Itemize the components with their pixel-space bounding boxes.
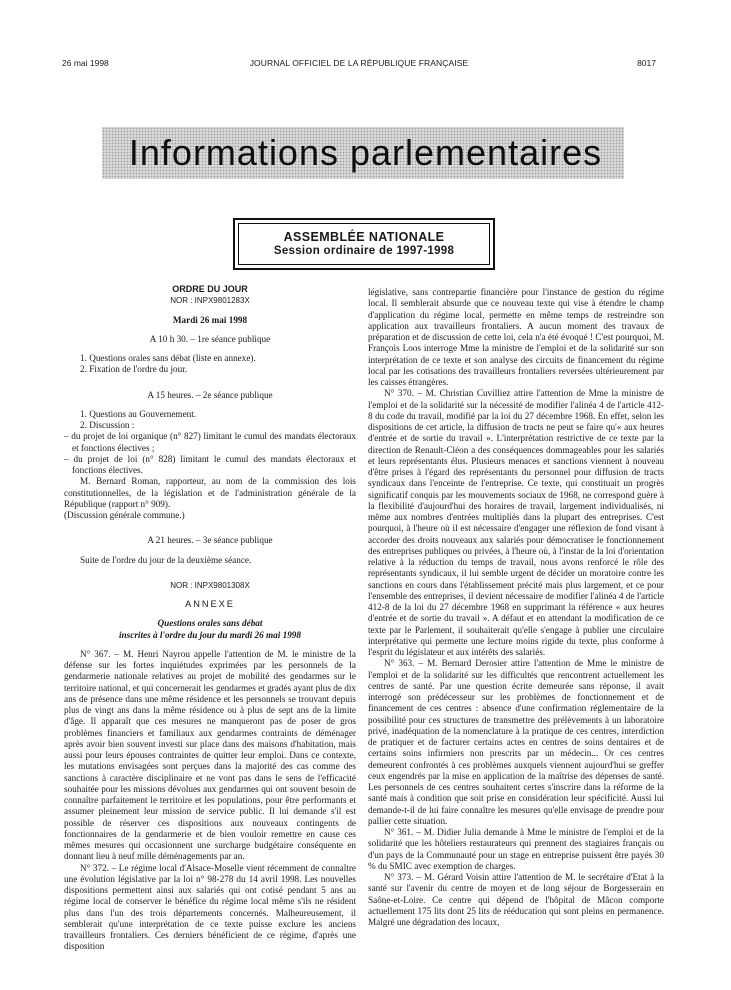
discussion-note: (Discussion générale commune.) xyxy=(64,510,185,520)
question-372: N° 372. – Le régime local d'Alsace-Moselle vient récemment de connaître une évolution législative par la loi n° 98-278 du 14 avril 1998. Les nouvelles dispositions permettent ainsi aux salariés qui ont cotisé pendant 5 ans au régime local de conserver le bénéfice du régime local même s'ils ne résident plus dans l'un des trois départements concernés. Malheureusement, il semblerait qu'une interprétation de ce texte puisse exclure les anciens travailleurs frontaliers. Ces derniers bénéficient de ce régime, d'après une disposition xyxy=(64,862,356,952)
nor-reference: NOR : INPX9801283X xyxy=(170,296,250,306)
running-header xyxy=(62,57,656,69)
question-373: N° 373. – M. Gérard Voisin attire l'attention de M. le secrétaire d'Etat à la santé sur l'avenir du centre de moyen et de long séjour de Borgesserain en Saône-et-Loire. Ce centre qui dépend de l'hôpital de Mâcon comporte actuellement 175 lits dont 25 lits de rééducation qui sont pleins en permanence. Malgré une dégradation des locaux, xyxy=(368,872,664,927)
question-361: N° 361. – M. Didier Julia demande à Mme le ministre de l'emploi et de la solidarité que les hôteliers restaurateurs qui prennent des stagiaires français ou d'un pays de la Communauté pour un stage en entreprise puissent être payés 30 % du SMIC avec exemption de charges. xyxy=(368,827,664,871)
header-page-number: 8017 xyxy=(637,58,656,68)
session-3-text: Suite de l'ordre du jour de la deuxième séance. xyxy=(80,554,252,565)
annex-heading: ANNEXE xyxy=(185,599,235,609)
nor-reference-annex: NOR : INPX9801308X xyxy=(170,580,250,590)
assembly-box-inner xyxy=(238,223,490,265)
session-2-bill: – du projet de loi (n° 828) limitant le cumul des mandats électoraux et fonctions électives. xyxy=(64,453,356,475)
session-1-item: 2. Fixation de l'ordre du jour. xyxy=(80,364,188,375)
question-363: N° 363. – M. Bernard Derosier attire l'attention de Mme le ministre de l'emploi et de la solidarité sur les difficultés que rencontrent actuellement les centres de santé. Par une question écrite demeurée sans réponse, il avait interrogé son prédécesseur sur les problèmes de fonctionnement et de financement de ces centres : absence d'une confirmation réglementaire de la possibilité pour ces structures de transmettre des prélèvements à un laboratoire privé, inadéquation de la nomenclature à la pratique de ces centres, interdiction de pratiquer et de facturer certains actes en centres de soins dentaires et de certains soins infirmiers non prescrits par un médecin... Or ces centres demeurent confrontés à ces problèmes auxquels viennent aujourd'hui se greffer ceux engendrés par la mise en application de la maîtrise des dépenses de santé. Les personnels de ces centres souhaitent certes s'inscrire dans la réforme de la santé mais à condition que soit prise en considération leur spécificité. Aussi lui demande-t-il de lui faire connaître les mesures qu'elle envisage de prendre pour pallier cette situation. xyxy=(368,658,664,826)
session-2-item: 2. Discussion : xyxy=(80,420,135,430)
session-2-bill: – du projet de loi organique (n° 827) limitant le cumul des mandats électoraux et fonctions électives ; xyxy=(64,431,356,453)
banner-title: Informations parlementaires xyxy=(128,132,603,173)
question-367: N° 367. – M. Henri Nayrou appelle l'attention de M. le ministre de la défense sur les fortes inquiétudes exprimées par les personnels de la gendarmerie nationale relatives au projet de mobilité des gendarmes sur le territoire national, et qui concernerait les gendarmes et gradés ayant plus de dix ans de présence dans une même résidence et les personnels se trouvant depuis plus de vingt ans dans la même résidence ou à plus de sept ans de la limite d'âge. Il apparaît que ces mesures ne manqueront pas de poser de gros problèmes financiers et familiaux aux gendarmes contraints de déménager après avoir bien souvent investi sur place dans des maisons d'habitation, mais aussi pour leurs épouses contraintes de quitter leur emploi. Dans ce contexte, les mutations envisagées sont perçues dans la majorité des cas comme des sanctions à caractère disciplinaire et ne vont pas dans le sens de l'efficacité souhaitée pour les missions dévolues aux gendarmes qui ont souvent besoin de connaître parfaitement le territoire et les populations, pour être performants et assumer pleinement leur mission de service public. Il lui demande s'il est possible de réserver ces dispositions aux nouveaux contingents de fonctionnaires de la gendarmerie et de bien vouloir remettre en cause ces mêmes mesures qui occasionnent une surcharge budgétaire conséquente en donnant lieu à neuf mille déménagements par an. xyxy=(64,648,356,862)
header-date: 26 mai 1998 xyxy=(62,58,109,68)
assembly-box xyxy=(233,218,495,270)
rapporteur-note: M. Bernard Roman, rapporteur, au nom de la commission des lois constitutionnelles, de la législation et de l'administration générale de la République (rapport n° 909). xyxy=(64,476,356,509)
header-journal-title: JOURNAL OFFICIEL DE LA RÉPUBLIQUE FRANÇAISE xyxy=(249,58,469,68)
right-column xyxy=(368,287,664,928)
session-name: Session ordinaire de 1997-1998 xyxy=(273,245,455,257)
session-1-item: 1. Questions orales sans débat (liste en annexe). xyxy=(80,353,256,363)
left-column xyxy=(64,284,356,953)
session-2-title: A 15 heures. – 2e séance publique xyxy=(147,389,273,400)
question-370: N° 370. – M. Christian Cuvilliez attire l'attention de Mme la ministre de l'emploi et de la solidarité sur la nécessité de modifier l'alinéa 4 de l'article 412-8 du code du travail, modifié par la loi du 27 décembre 1968. En effet, selon les dispositions de cet article, la diffusion de tracts ne peut se faire qu'« aux heures d'entrée et de sortie du travail ». L'interprétation restrictive de ce texte par la direction de Renault-Cléon a des conséquences dommageables pour les salariés et leurs représentants élus. Plusieurs menaces et sanctions viennent à nouveau d'être prises à l'égard des représentants du personnel pour diffusion de tracts syndicaux dans l'enceinte de l'entreprise. Ce texte, qui constituait un progrès significatif conquis par les mouvements sociaux de 1968, ne correspond guère à la flexibilité d'aujourd'hui des horaires de travail, largement individualisés, ni même aux nombres d'entrées multipliés dans la plupart des entreprises. C'est pourquoi, à l'heure où il est nécessaire d'engager une réflexion de fond visant à accorder des droits nouveaux aux salariés pour démocratiser le fonctionnement des entreprises publiques ou privées, à l'heure où, à l'instar de la loi d'orientation relative à la réduction du temps de travail, nous avons renforcé le rôle des représentants syndicaux, il lui semble urgent de décider un moratoire contre les sanctions en cours dans l'établissement précité mais plus largement, et ce pour l'ensemble des entreprises, il devient nécessaire de modifier l'alinéa 4 de l'article 412-8 de la loi du 27 décembre 1968 en supprimant la référence « aux heures d'entrée et de sortie du travail ». A défaut et en attendant la modification de ce texte par le Parlement, il souhaiterait qu'elle s'engage à publier une circulaire interprétative qui permette une lecture moins rigide du texte, plus conforme à l'esprit du législateur et aux intérêts des salariés. xyxy=(368,388,664,657)
assembly-name: ASSEMBLÉE NATIONALE xyxy=(283,230,445,244)
session-3-title: A 21 heures. – 3e séance publique xyxy=(147,535,273,546)
question-372-continued: législative, sans contrepartie financière pour l'instance de gestion du régime local. Il semblerait absurde que ce nouveau texte qui vise à étendre le champ d'application du régime local, permette en même temps de restreindre son application aux travailleurs frontaliers. A aucun moment des travaux de préparation et de discussion de cette loi, cela n'a été évoqué ! C'est pourquoi, M. François Loos interroge Mme la ministre de l'emploi et de la solidarité sur son interprétation de ce texte et son analyse des circuits de financement du régime local par les cotisations des travailleurs frontaliers reversées ultérieurement par les caisses étrangères. xyxy=(368,287,664,387)
annex-subtitle-date: inscrites à l'ordre du jour du mardi 26 mai 1998 xyxy=(119,629,301,640)
session-2-item: 1. Questions au Gouvernement. xyxy=(80,408,197,419)
agenda-heading: ORDRE DU JOUR xyxy=(172,284,248,294)
annex-subtitle: Questions orales sans débat xyxy=(157,618,263,629)
agenda-date: Mardi 26 mai 1998 xyxy=(172,314,248,325)
session-1-title: A 10 h 30. – 1re séance publique xyxy=(149,333,271,344)
